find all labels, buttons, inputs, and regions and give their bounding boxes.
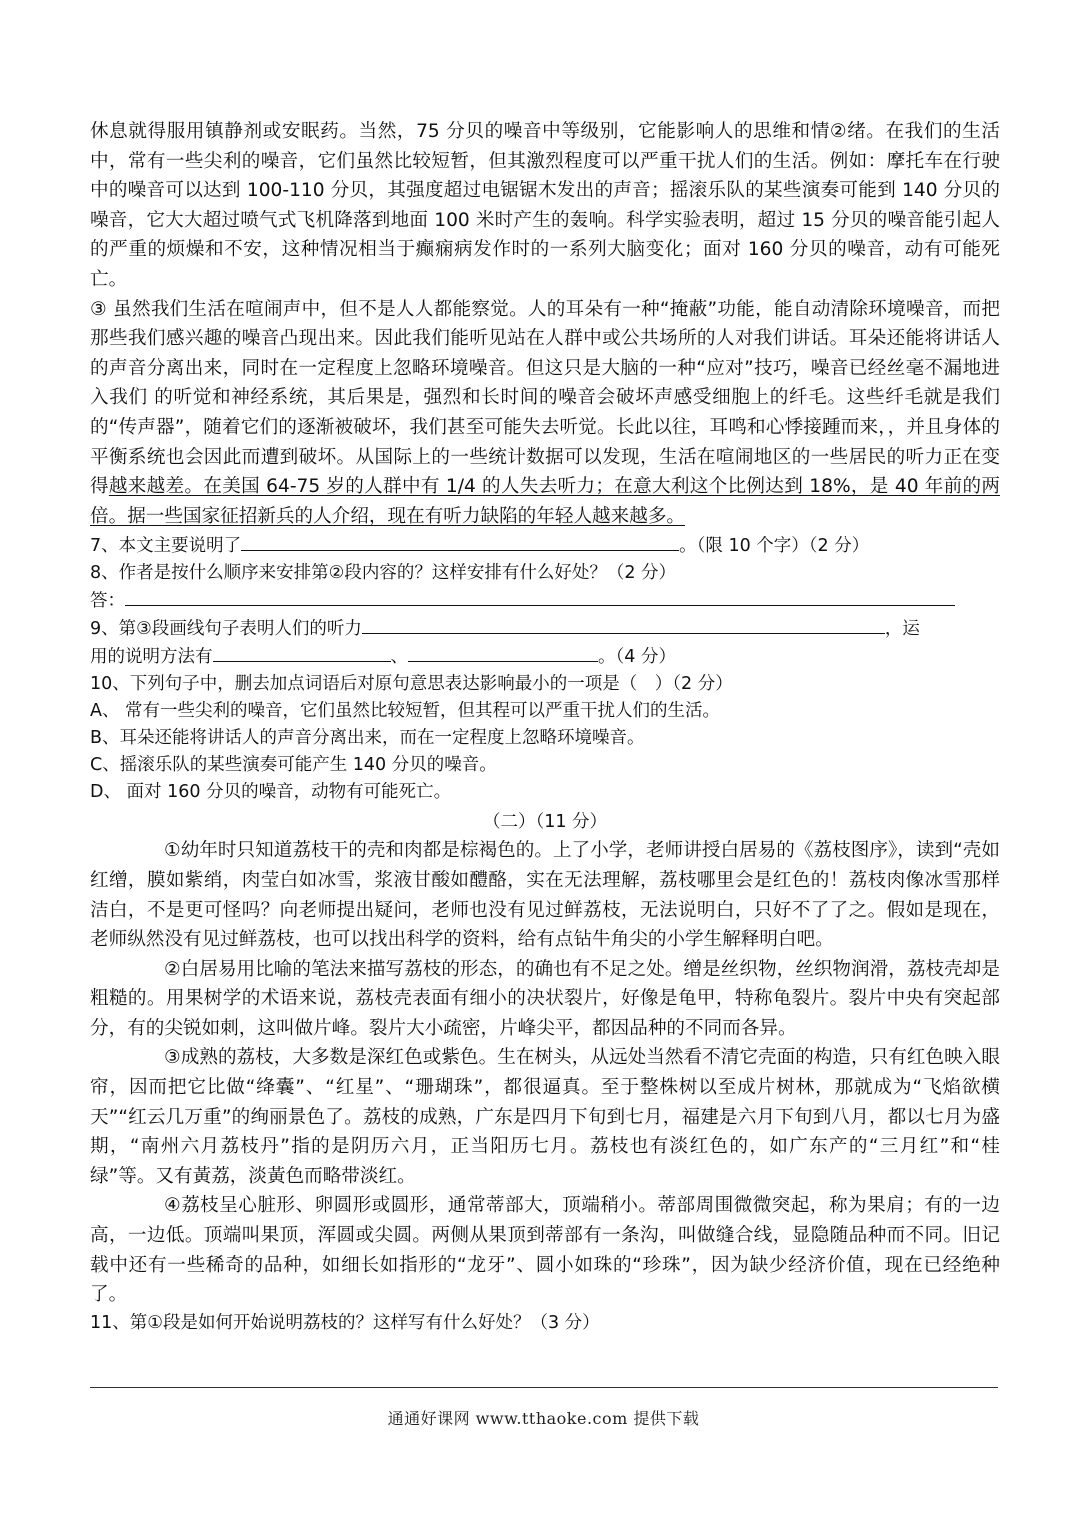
question-10: 10、下列句子中，删去加点词语后对原句意思表达影响最小的一项是（ ）（2 分）	[90, 674, 733, 695]
question-8-answer-line	[90, 587, 1000, 615]
question-9-methods-prompt: 用的说明方法有	[90, 647, 213, 668]
paragraph-3-text: ③ 虽然我们生活在喧闹声中，但不是人人都能察觉。人的耳朵有一种“掩蔽”功能，能自动清除环境噪音，而把那些我们感兴趣的噪音凸现出来。因此我们能听见站在人群中或公共场所的人对我们讲话。耳朵还能将讲话人的声音分离出来，同时在一定程度上忽略环境噪音。但这只是大脑的一种“应对”技巧，噪音已经丝毫不漏地进入我们 的听觉和神经系统，其后果是，强烈和长时间的噪音会破坏声感受细胞上的纤毛。这些纤毛就是我们的“传声器”，随着它们的逐渐被破坏，我们甚至可能失去听觉。长此以往，耳鸣和心悸接踵而来，，并且身体的平衡系统也会因此而遭到破坏。从国际上的一些统计数据可以发现，生活在喧闹地区的一些居民的听力正在变得	[90, 298, 1000, 498]
question-9-prompt: 9、第③段画线句子表明人们的听力	[90, 619, 362, 640]
option-b[interactable]: B、耳朵还能将讲话人的声音分离出来，而在一定程度上忽略环境噪音。	[90, 728, 645, 749]
passage-paragraph-3	[90, 295, 1000, 532]
answer-blank-7[interactable]	[241, 532, 679, 551]
section-2-paragraph-3: ③成熟的荔枝，大多数是深红色或紫色。生在树头，从远处当然看不清它壳面的构造，只有红色映入眼帘，因而把它比做“绛囊”、“红星”、“珊瑚珠”，都很逼真。至于整株树以至成片树林，那就成为“飞焰欲横天”“红云几万重”的绚丽景色了。荔枝的成熟，广东是四月下旬到七月，福建是六月下旬到八月，都以七月为盛期，“南州六月荔枝丹”指的是阴历六月，正当阳历七月。荔枝也有淡红色的，如广东产的“三月红”和“桂绿”等。又有黃荔，淡黃色而略带淡红。	[90, 1047, 1000, 1187]
question-9	[90, 615, 1000, 643]
option-d[interactable]: D、 面对 160 分贝的噪音，动物有可能死亡。	[90, 782, 452, 803]
question-7-prompt: 7、本文主要说明了	[90, 536, 242, 557]
answer-blank-9a[interactable]	[362, 615, 885, 634]
option-a[interactable]: A、 常有一些尖利的噪音，它们虽然比较短暂，但其程可以严重干扰人们的生活。	[90, 701, 721, 722]
question-9-separator: 、	[390, 647, 408, 668]
question-7-suffix: 。（限 10 个字）（2 分）	[679, 536, 870, 557]
footer-divider	[90, 1387, 998, 1388]
answer-blank-8[interactable]	[125, 587, 955, 606]
section-2-title: （二）（11 分）	[482, 812, 608, 833]
answer-label: 答：	[90, 591, 125, 612]
question-9-score: 。（4 分）	[598, 647, 676, 668]
section-2-paragraph-1: ①幼年时只知道荔枝干的壳和肉都是棕褐色的。上了小学，老师讲授白居易的《荔枝图序》，读到“壳如红缯，膜如紫绡，肉莹白如冰雪，浆液甘酸如醴酪，实在无法理解，荔枝哪里会是红色的！荔枝肉像冰雪那样洁白，不是更可怪吗？向老师提出疑问，老师也没有见过鲜荔枝，无法说明白，只好不了了之。假如是现在，老师纵然没有见过鲜荔枝，也可以找出科学的资料，给有点钻牛角尖的小学生解释明白吧。	[90, 840, 1000, 951]
question-11: 11、第①段是如何开始说明荔枝的？这样写有什么好处？（3 分）	[90, 1312, 600, 1333]
underlined-sentence: 越来越差。在美国 64-75 岁的人群中有 1/4 的人失去听力；在意大利这个比例达到 18%，是 40 年前的两倍。据一些国家征招新兵的人介绍，现在有听力缺陷的年轻人越来越多。	[90, 476, 1000, 527]
question-9-suffix: ，运	[884, 619, 920, 640]
question-8: 8、作者是按什么顺序来安排第②段内容的？这样安排有什么好处？（2 分）	[90, 563, 677, 584]
section-2-paragraph-2: ②白居易用比喻的笔法来描写荔枝的形态，的确也有不足之处。缯是丝织物，丝织物润滑，荔枝壳却是粗糙的。用果树学的术语来说，荔枝壳表面有细小的决状裂片，好像是龟甲，特称龟裂片。裂片中央有突起部分，有的尖锐如刺，这叫做片峰。裂片大小疏密，片峰尖平，都因品种的不同而各异。	[90, 958, 1000, 1039]
section-2-paragraph-4: ④荔枝呈心脏形、卵圆形或圆形，通常蒂部大，顶端稍小。蒂部周围微微突起，称为果肩；有的一边高，一边低。顶端叫果顶，浑圆或尖圆。两侧从果顶到蒂部有一条沟，叫做缝合线，显隐随品种而不同。旧记载中还有一些稀奇的品种，如细长如指形的“龙牙”、圆小如珠的“珍珠”，因为缺少经济价值，现在已经绝种了。	[90, 1195, 1000, 1306]
question-7	[90, 532, 1000, 560]
question-9-line-2	[90, 643, 1000, 671]
answer-blank-9c[interactable]	[408, 643, 598, 662]
answer-blank-9b[interactable]	[213, 643, 391, 662]
passage-paragraph-2-continued: 休息就得服用镇静剂或安眠药。当然，75 分贝的噪音中等级别，它能影响人的思维和情②绪。在我们的生活中，常有一些尖利的噪音，它们虽然比较短暂，但其激烈程度可以严重干扰人们的生活。例如：摩托车在行驶中的噪音可以达到 100-110 分贝，其强度超过电锯锯木发出的声音；摇滚乐队的某些演奏可能到 140 分贝的噪音，它大大超过喷气式飞机降落到地面 100 米时产生的轰响。科学实验表明，超过 15 分贝的噪音能引起人的严重的烦燥和不安，这种情况相当于癫痫病发作时的一系列大脑变化；面对 160 分贝的噪音，动有可能死亡。	[90, 121, 1000, 290]
option-c[interactable]: C、摇滚乐队的某些演奏可能产生 140 分贝的噪音。	[90, 755, 497, 776]
footer-text: 通通好课网 www.tthaoke.com 提供下载	[387, 1409, 700, 1428]
page-content	[90, 117, 1000, 1337]
